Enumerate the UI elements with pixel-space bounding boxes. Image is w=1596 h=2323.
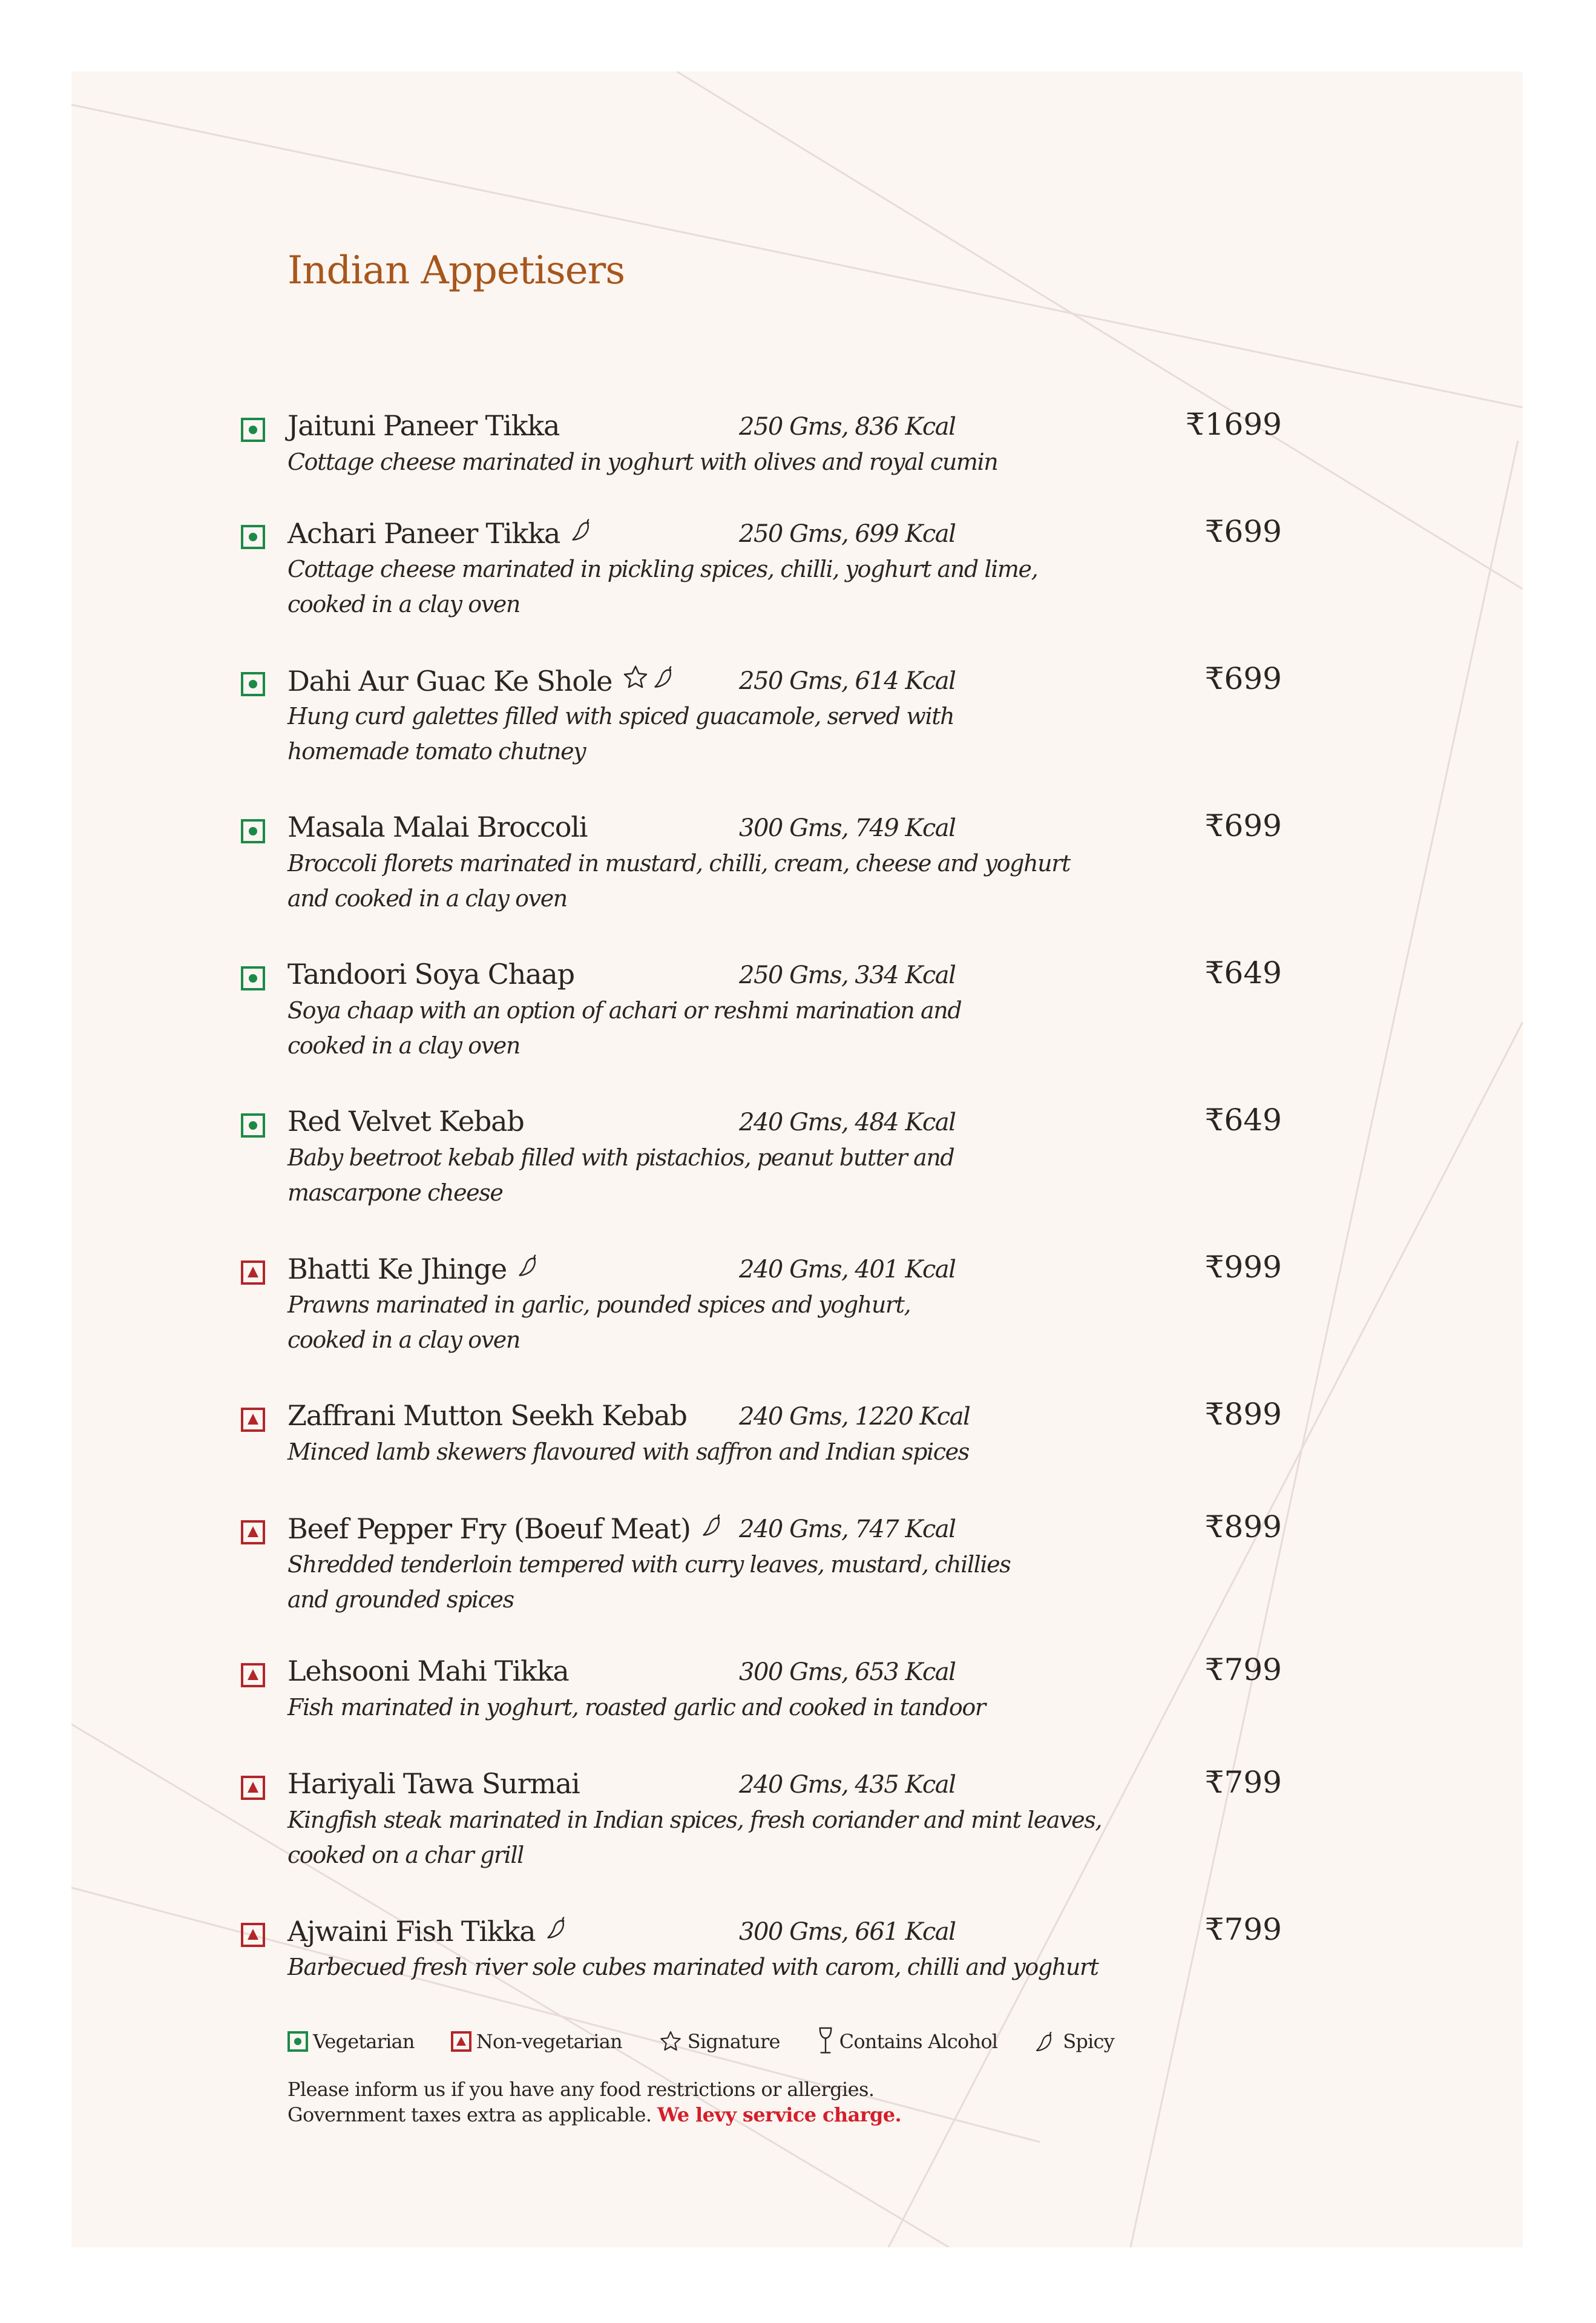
item-weight-calories: 240 Gms, 484 Kcal xyxy=(739,1109,956,1136)
item-description xyxy=(287,1690,1147,1725)
item-name xyxy=(287,1252,543,1285)
item-description xyxy=(287,993,1147,1063)
item-icons xyxy=(700,1512,727,1545)
description-line: Soya chaap with an option of achari or reshmi marination and xyxy=(287,997,962,1024)
legend-vegetarian xyxy=(287,2030,415,2053)
description-line: Barbecued fresh river sole cubes marinated with carom, chilli and yoghurt xyxy=(287,1954,1098,1980)
veg-icon xyxy=(241,525,265,549)
item-price: ₹699 xyxy=(1204,661,1282,696)
item-name-text: Dahi Aur Guac Ke Shole xyxy=(287,664,612,697)
non-veg-icon xyxy=(241,1923,265,1947)
non-veg-icon xyxy=(241,1520,265,1544)
description-line: Shredded tenderloin tempered with curry leaves, mustard, chillies xyxy=(287,1551,1011,1578)
item-description xyxy=(287,1949,1147,1985)
item-name xyxy=(287,1767,580,1800)
non-veg-icon xyxy=(241,1663,265,1687)
description-line: Minced lamb skewers flavoured with saffron and Indian spices xyxy=(287,1438,969,1465)
chilli-icon xyxy=(652,664,678,698)
item-price: ₹899 xyxy=(1204,1397,1282,1432)
item-name-text: Lehsooni Mahi Tikka xyxy=(287,1655,569,1687)
item-name-text: Zaffrani Mutton Seekh Kebab xyxy=(287,1399,687,1432)
description-line: and cooked in a clay oven xyxy=(287,885,567,912)
item-description xyxy=(287,1287,1147,1357)
veg-icon xyxy=(287,2031,308,2052)
item-name xyxy=(287,811,587,843)
item-name-text: Tandoori Soya Chaap xyxy=(287,958,574,990)
item-description xyxy=(287,1802,1147,1873)
description-line: Cottage cheese marinated in yoghurt with olives and royal cumin xyxy=(287,449,998,475)
item-price: ₹799 xyxy=(1204,1652,1282,1687)
non-veg-icon xyxy=(451,2031,471,2052)
item-price: ₹899 xyxy=(1204,1509,1282,1544)
legend-non-vegetarian xyxy=(451,2030,622,2053)
item-name-text: Bhatti Ke Jhinge xyxy=(287,1252,507,1285)
item-weight-calories: 250 Gms, 836 Kcal xyxy=(739,413,956,441)
item-weight-calories: 240 Gms, 435 Kcal xyxy=(739,1771,956,1799)
description-line: Hung curd galettes filled with spiced guacamole, served with xyxy=(287,703,954,730)
item-name xyxy=(287,958,574,990)
section-title: Indian Appetisers xyxy=(287,248,625,293)
item-name xyxy=(287,1512,727,1545)
item-price: ₹649 xyxy=(1204,1102,1282,1138)
item-name xyxy=(287,1399,687,1432)
legend xyxy=(287,2023,1151,2060)
item-name-text: Masala Malai Broccoli xyxy=(287,811,588,843)
item-name xyxy=(287,1105,524,1138)
item-name-text: Ajwaini Fish Tikka xyxy=(287,1914,536,1948)
item-price: ₹699 xyxy=(1204,808,1282,843)
item-weight-calories: 240 Gms, 401 Kcal xyxy=(739,1256,956,1283)
description-line: Prawns marinated in garlic, pounded spices and yoghurt, xyxy=(287,1291,911,1318)
legend-alcohol xyxy=(816,2027,998,2056)
legend-spicy xyxy=(1034,2029,1114,2054)
legend-label: Contains Alcohol xyxy=(839,2030,998,2053)
item-price: ₹999 xyxy=(1204,1250,1282,1285)
item-description xyxy=(287,1140,1147,1210)
non-veg-icon xyxy=(241,1260,265,1285)
tax-text: Government taxes extra as applicable. xyxy=(287,2103,652,2126)
description-line: Broccoli florets marinated in mustard, chilli, cream, cheese and yoghurt xyxy=(287,850,1070,877)
item-name xyxy=(287,664,678,698)
item-icons xyxy=(516,1252,543,1285)
item-description xyxy=(287,552,1147,622)
item-name-text: Achari Paneer Tikka xyxy=(287,516,560,550)
item-name-text: Beef Pepper Fry (Boeuf Meat) xyxy=(287,1512,691,1545)
item-weight-calories: 250 Gms, 334 Kcal xyxy=(739,961,956,989)
item-name-text: Red Velvet Kebab xyxy=(287,1105,524,1138)
star-icon xyxy=(622,664,649,698)
description-line: Cottage cheese marinated in pickling spices, chilli, yoghurt and lime, xyxy=(287,556,1038,582)
item-icons xyxy=(545,1914,571,1948)
description-line: Fish marinated in yoghurt, roasted garlic and cooked in tandoor xyxy=(287,1694,985,1721)
item-price: ₹649 xyxy=(1204,955,1282,990)
veg-icon xyxy=(241,819,265,843)
item-weight-calories: 300 Gms, 661 Kcal xyxy=(739,1918,956,1946)
veg-icon xyxy=(241,672,265,696)
chilli-icon xyxy=(700,1512,727,1545)
chilli-icon xyxy=(516,1252,543,1285)
tax-note xyxy=(287,2103,901,2126)
description-line: cooked in a clay oven xyxy=(287,1032,520,1059)
item-name xyxy=(287,1655,569,1687)
item-description xyxy=(287,1434,1147,1469)
non-veg-icon xyxy=(241,1776,265,1800)
chilli-icon xyxy=(570,516,596,550)
legend-label: Vegetarian xyxy=(313,2030,415,2053)
description-line: and grounded spices xyxy=(287,1586,514,1613)
description-line: mascarpone cheese xyxy=(287,1179,503,1206)
item-price: ₹1699 xyxy=(1185,407,1282,442)
service-charge-text: We levy service charge. xyxy=(657,2103,902,2126)
chilli-icon xyxy=(1034,2029,1058,2054)
item-price: ₹699 xyxy=(1204,514,1282,549)
item-weight-calories: 250 Gms, 699 Kcal xyxy=(739,520,956,548)
item-price: ₹799 xyxy=(1204,1765,1282,1800)
item-description xyxy=(287,1547,1147,1617)
description-line: cooked in a clay oven xyxy=(287,1326,520,1353)
item-name xyxy=(287,1914,571,1948)
description-line: homemade tomato chutney xyxy=(287,738,586,765)
veg-icon xyxy=(241,418,265,442)
allergy-note: Please inform us if you have any food restrictions or allergies. xyxy=(287,2078,875,2101)
veg-icon xyxy=(241,966,265,990)
item-weight-calories: 240 Gms, 1220 Kcal xyxy=(739,1403,970,1431)
item-name xyxy=(287,409,559,442)
item-description xyxy=(287,444,1147,479)
item-weight-calories: 240 Gms, 747 Kcal xyxy=(739,1515,956,1543)
chilli-icon xyxy=(545,1914,571,1948)
legend-label: Non-vegetarian xyxy=(476,2030,622,2053)
veg-icon xyxy=(241,1113,265,1138)
description-line: Baby beetroot kebab filled with pistachios, peanut butter and xyxy=(287,1144,954,1171)
legend-label: Signature xyxy=(687,2030,780,2053)
item-description xyxy=(287,846,1147,916)
item-name xyxy=(287,516,596,550)
item-icons xyxy=(622,664,678,698)
item-description xyxy=(287,699,1147,769)
legend-signature xyxy=(658,2029,780,2054)
description-line: cooked in a clay oven xyxy=(287,591,520,618)
non-veg-icon xyxy=(241,1408,265,1432)
item-name-text: Hariyali Tawa Surmai xyxy=(287,1767,580,1800)
star-icon xyxy=(658,2029,683,2054)
item-weight-calories: 300 Gms, 653 Kcal xyxy=(739,1658,956,1686)
item-name-text: Jaituni Paneer Tikka xyxy=(287,409,560,442)
item-weight-calories: 250 Gms, 614 Kcal xyxy=(739,667,956,695)
item-price: ₹799 xyxy=(1204,1912,1282,1947)
item-weight-calories: 300 Gms, 749 Kcal xyxy=(739,814,956,842)
legend-label: Spicy xyxy=(1063,2030,1114,2053)
wine-glass-icon xyxy=(816,2027,835,2056)
description-line: Kingfish steak marinated in Indian spices, fresh coriander and mint leaves, xyxy=(287,1807,1102,1833)
item-icons xyxy=(570,516,596,550)
description-line: cooked on a char grill xyxy=(287,1842,524,1868)
